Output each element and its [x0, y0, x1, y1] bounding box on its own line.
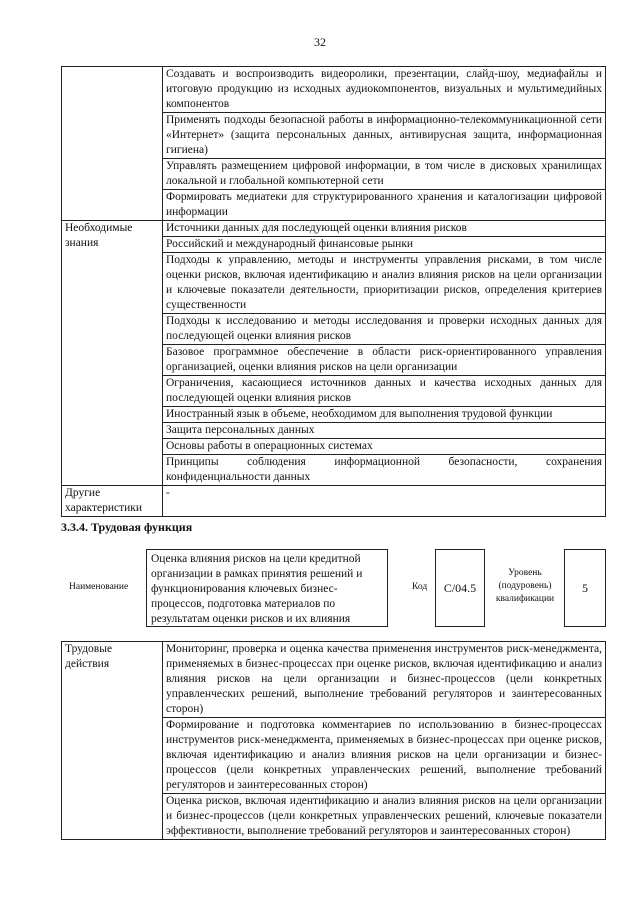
table-row [62, 221, 606, 237]
knowledge-item: Базовое программное обеспечение в области риск-ориентированного управления организацией, оценки влияния рисков на цели организации [163, 345, 606, 376]
function-code: C/04.5 [435, 549, 485, 627]
page-number: 32 [314, 35, 326, 49]
actions-label: Трудовые действия [62, 642, 163, 840]
action-item: Мониторинг, проверка и оценка качества применения инструментов риск-менеджмента, применяемых в бизнес-процессах при оценке рисков, включая идентификацию и анализ влияния рисков на цели организации и бизнес-процессов (цели конкретных управленческих решений, выполнение требований регуляторов и заинтересованных сторон) [163, 642, 606, 718]
knowledge-item: Подходы к управлению, методы и инструменты управления рисками, в том числе оценки рисков, включая идентификацию и анализ влияния рисков на цели организации и ключевые показатели деятельности, приоритизации рисков, определения критериев существенности [163, 253, 606, 314]
table-row [62, 642, 606, 718]
knowledge-item: Принципы соблюдения информационной безопасности, сохранения конфиденциальности данных [163, 455, 606, 486]
knowledge-item: Ограничения, касающиеся источников данных и качества исходных данных для последующей оценки влияния рисков [163, 376, 606, 407]
competency-table [61, 66, 606, 517]
knowledge-item: Основы работы в операционных системах [163, 439, 606, 455]
knowledge-label: Необходимые знания [62, 221, 163, 486]
labor-actions-table [61, 641, 606, 840]
table-row [62, 486, 606, 517]
code-label: Код [412, 582, 428, 592]
name-label: Наименование [69, 582, 129, 592]
knowledge-item: Иностранный язык в объеме, необходимом для выполнения трудовой функции [163, 407, 606, 423]
other-label: Другие характеристики [62, 486, 163, 517]
skill-item: Управлять размещением цифровой информации, в том числе в дисковых хранилищах локальной и глобальной компьютерной сети [163, 159, 606, 190]
knowledge-item: Подходы к исследованию и методы исследования и проверки исходных данных для последующей оценки влияния рисков [163, 314, 606, 345]
level-label: Уровень (подуровень) квалификации [495, 568, 555, 604]
section-heading: 3.3.4. Трудовая функция [61, 520, 193, 534]
other-value: - [163, 486, 606, 517]
skill-item: Формировать медиатеки для структурированного хранения и каталогизации цифровой информации [163, 190, 606, 221]
table-row [62, 67, 606, 113]
knowledge-item: Российский и международный финансовые рынки [163, 237, 606, 253]
action-item: Формирование и подготовка комментариев по использованию в бизнес-процессах инструментов риск-менеджмента, применяемых в бизнес-процессах при оценке рисков, включая идентификацию и анализ влияния рисков на цели организации и бизнес-процессов (цели конкретных управленческих решений, выполнение требований регуляторов и заинтересованных сторон) [163, 718, 606, 794]
qualification-level: 5 [564, 549, 606, 627]
knowledge-item: Источники данных для последующей оценки влияния рисков [163, 221, 606, 237]
action-item: Оценка рисков, включая идентификацию и анализ влияния рисков на цели организации и бизнес-процессов (цели конкретных управленческих решений, ключевые показатели эффективности, выполнение требований регуляторов и заинтересованных сторон) [163, 794, 606, 840]
skill-item: Применять подходы безопасной работы в информационно-телекоммуникационной сети «Интернет» (защита персональных данных, антивирусная защита, информационная гигиена) [163, 113, 606, 159]
skills-label-cell [62, 67, 163, 221]
knowledge-item: Защита персональных данных [163, 423, 606, 439]
function-header [61, 549, 606, 627]
skill-item: Создавать и воспроизводить видеоролики, презентации, слайд-шоу, медиафайлы и итоговую продукцию из исходных аудиокомпонентов, визуальных и мультимедийных компонентов [163, 67, 606, 113]
function-name: Оценка влияния рисков на цели кредитной организации в рамках принятия решений и функционирования ключевых бизнес-процессов, подготовка материалов по результатам оценки рисков и их влияния [146, 549, 388, 627]
